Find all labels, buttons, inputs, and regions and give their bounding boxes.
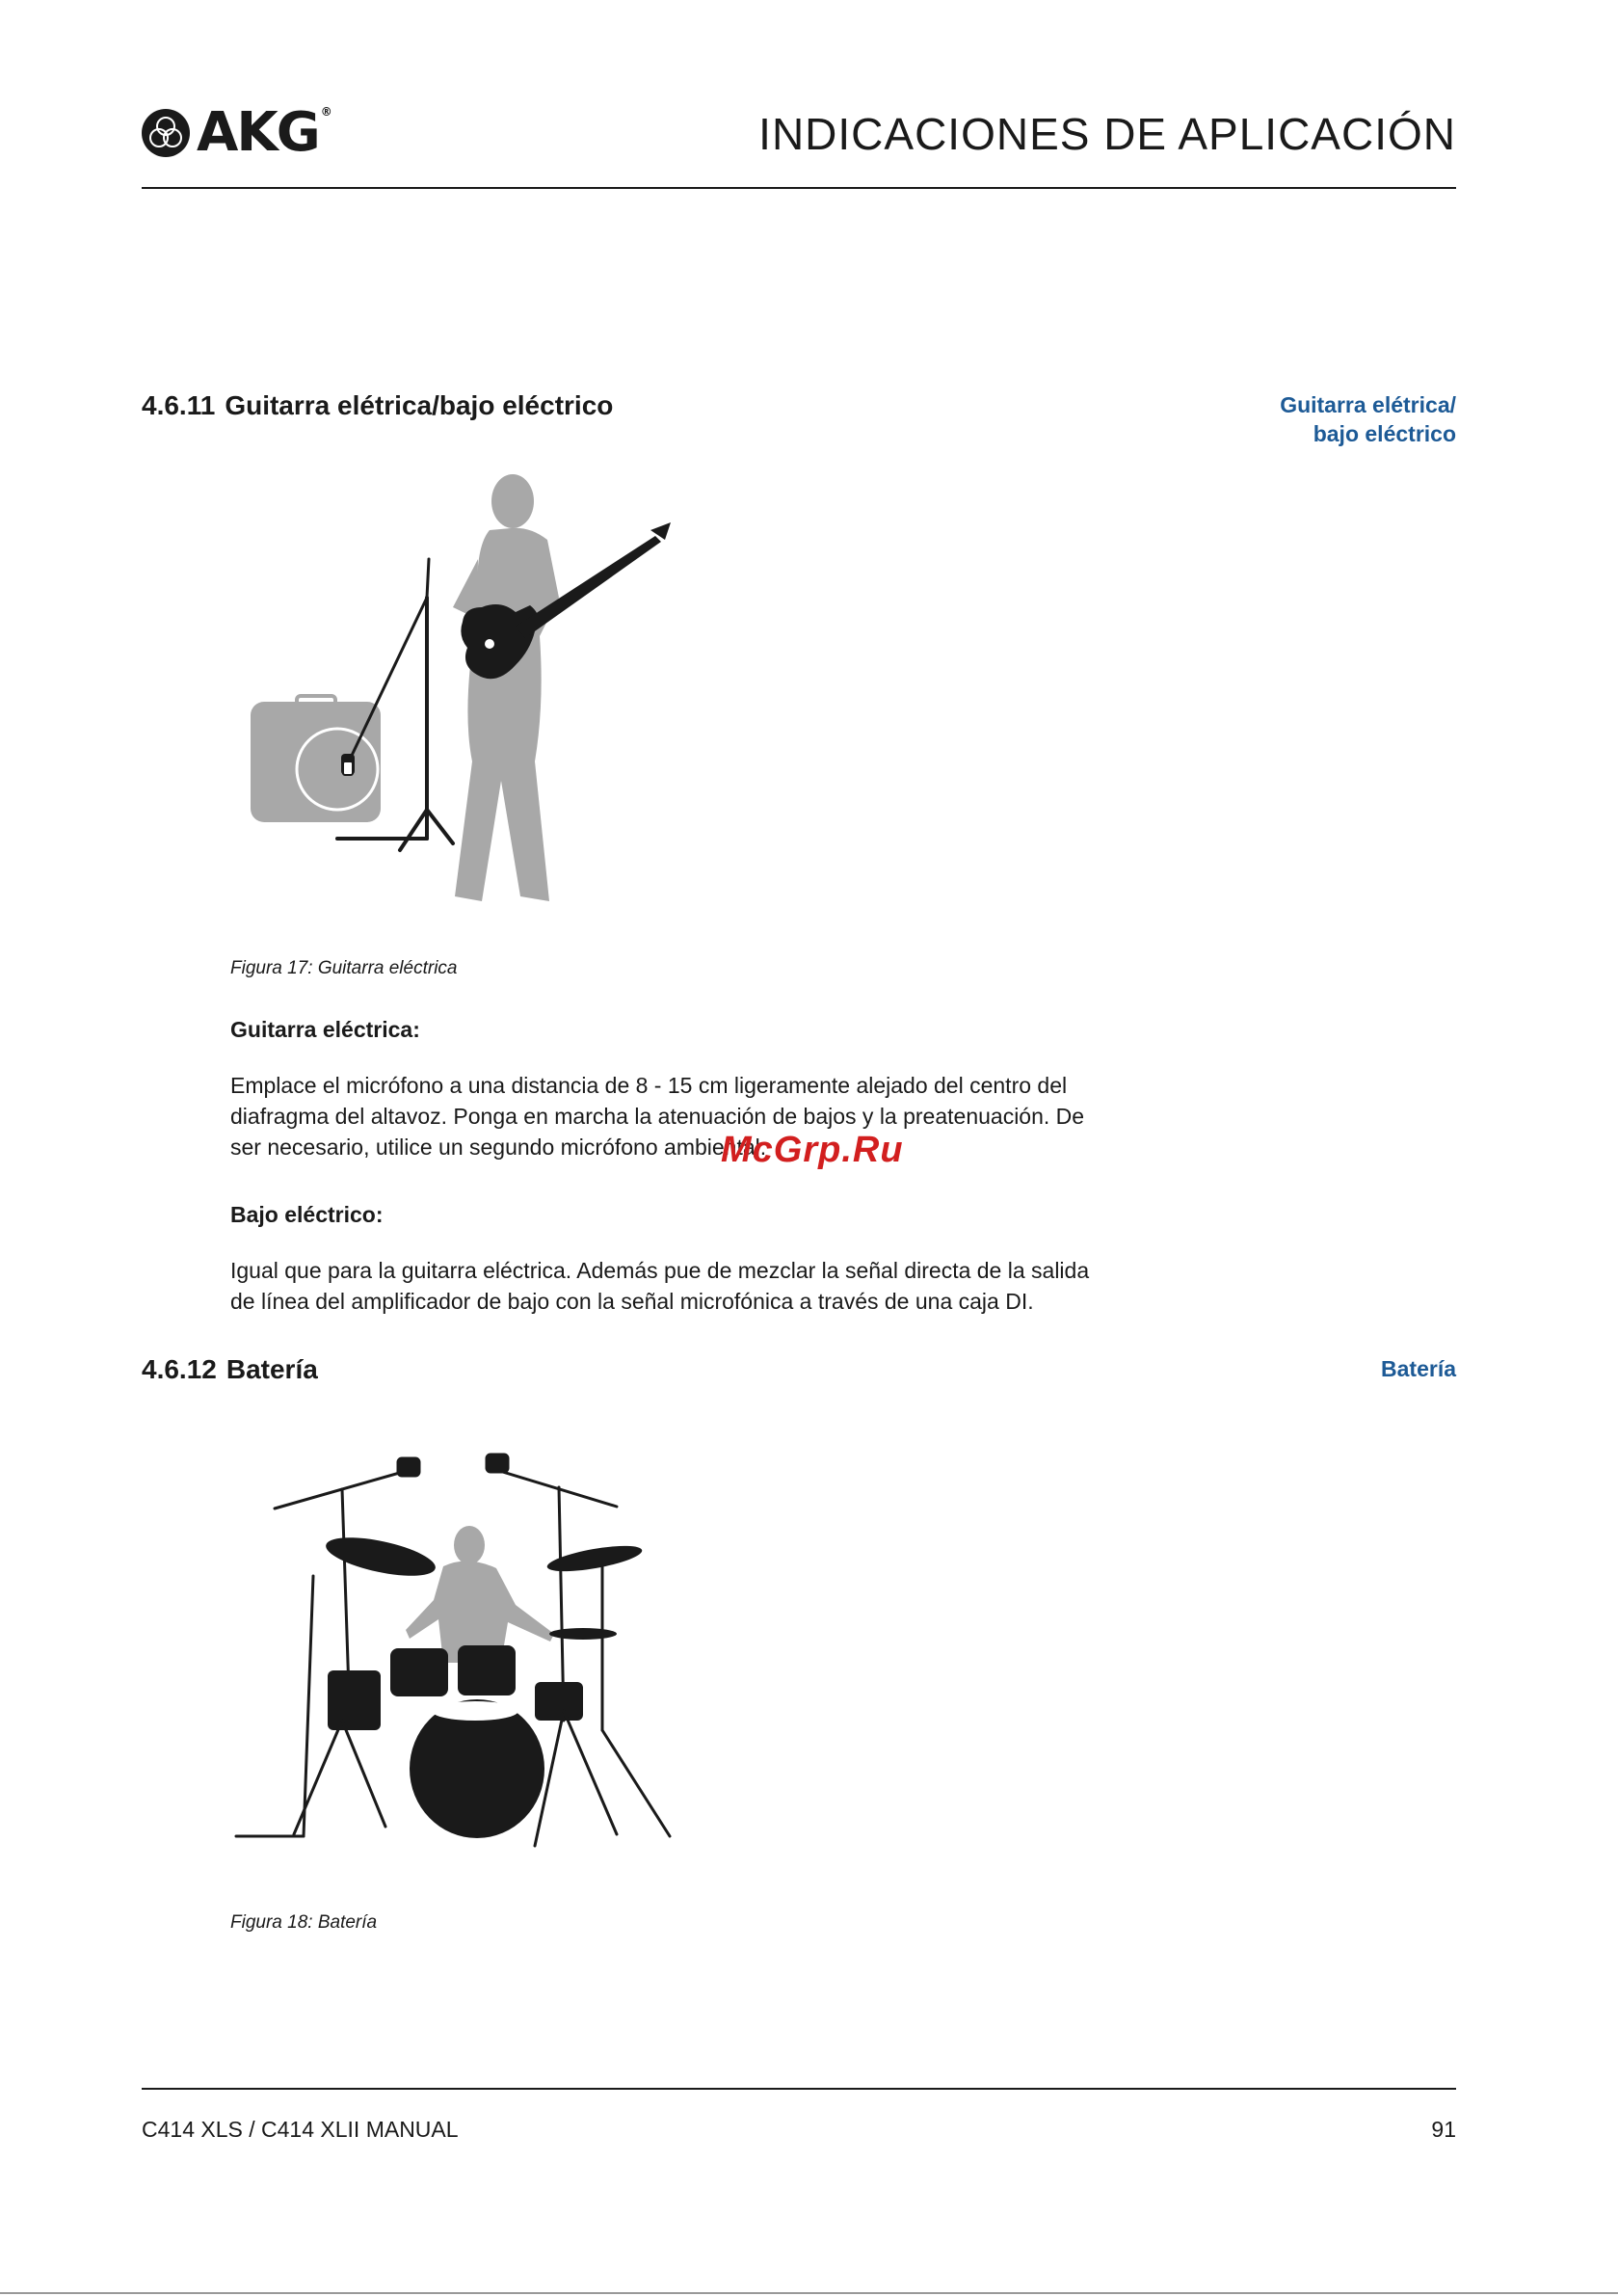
figure-caption-guitar: Figura 17: Guitarra eléctrica bbox=[230, 958, 458, 978]
side-label-guitar bbox=[1280, 390, 1456, 448]
footer-page-number: 91 bbox=[1431, 2117, 1456, 2142]
drummer-silhouette bbox=[406, 1526, 554, 1663]
paragraph-electric-guitar bbox=[230, 1070, 1155, 1162]
guitarist-silhouette bbox=[453, 474, 559, 901]
side-label-line: bajo eléctrico bbox=[1313, 421, 1456, 446]
paragraph-line: de línea del amplificador de bajo con la señal microfónica a través de una caja DI. bbox=[230, 1289, 1034, 1314]
logo-wordmark: AKG ® bbox=[197, 101, 331, 164]
footer-manual-title: C414 XLS / C414 XLII MANUAL bbox=[142, 2117, 459, 2142]
amplifier-illustration bbox=[251, 696, 381, 822]
section-heading-guitar bbox=[142, 390, 613, 421]
side-label-line: Guitarra elétrica/ bbox=[1280, 392, 1456, 417]
page-header-title: INDICACIONES DE APLICACIÓN bbox=[758, 109, 1456, 159]
footer-rule bbox=[142, 2088, 1456, 2090]
registered-mark: ® bbox=[320, 105, 331, 119]
paragraph-line: ser necesario, utilice un segundo micrófono ambiental. bbox=[230, 1135, 767, 1160]
subheading-electric-guitar: Guitarra eléctrica: bbox=[230, 1017, 420, 1042]
side-label-drums: Batería bbox=[1381, 1356, 1456, 1381]
paragraph-line: Emplace el micrófono a una distancia de 8 - 15 cm ligeramente alejado del centro del bbox=[230, 1073, 1068, 1098]
akg-emblem-icon bbox=[141, 108, 191, 158]
drum-shells bbox=[328, 1645, 583, 1838]
figure-drum-kit bbox=[226, 1441, 679, 1865]
paragraph-line: Igual que para la guitarra eléctrica. Además pue de mezclar la señal directa de la salida bbox=[230, 1258, 1090, 1283]
figure-caption-drums: Figura 18: Batería bbox=[230, 1912, 378, 1933]
header-rule bbox=[142, 187, 1456, 189]
section-heading-drums bbox=[142, 1354, 318, 1385]
subheading-electric-bass: Bajo eléctrico: bbox=[230, 1202, 384, 1227]
section-number: 4.6.11 bbox=[142, 390, 216, 420]
watermark-text: McGrp.Ru bbox=[721, 1130, 904, 1170]
akg-logo bbox=[141, 101, 331, 164]
section-title: Batería bbox=[225, 1354, 318, 1384]
section-number: 4.6.12 bbox=[142, 1354, 217, 1384]
paragraph-electric-bass bbox=[230, 1255, 1155, 1317]
figure-electric-guitar bbox=[241, 472, 684, 916]
paragraph-line: diafragma del altavoz. Ponga en marcha la atenuación de bajos y la preatenuación. De bbox=[230, 1104, 1085, 1129]
page-bottom-edge bbox=[0, 2292, 1618, 2294]
section-title: Guitarra elétrica/bajo eléctrico bbox=[225, 390, 614, 420]
